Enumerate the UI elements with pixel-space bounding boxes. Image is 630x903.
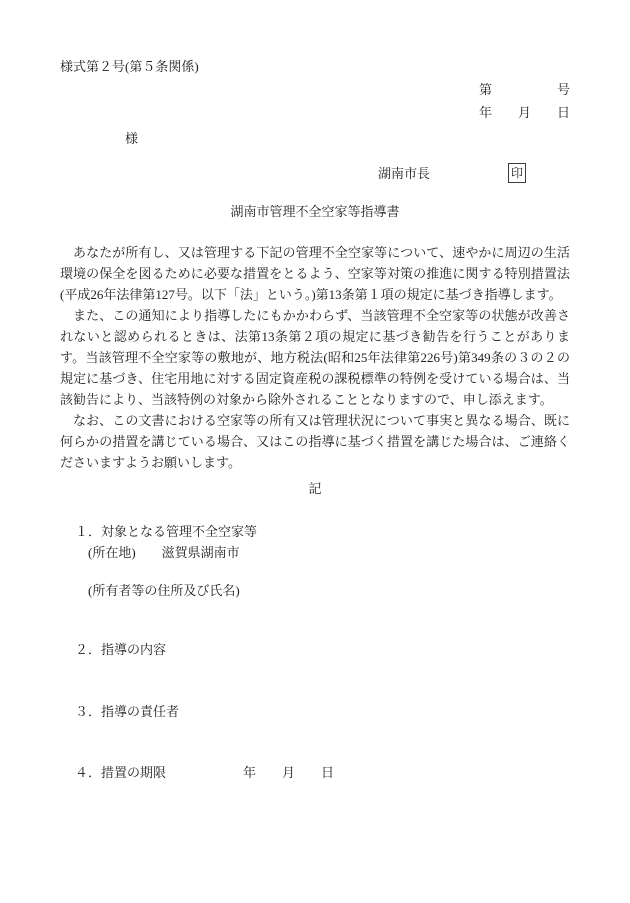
issuer-line (60, 161, 570, 185)
item-4-date-placeholder: 年 月 日 (243, 765, 335, 780)
item-3-heading: ３．指導の責任者 (75, 704, 180, 719)
document-body (60, 242, 570, 473)
body-paragraph-guidance: あなたが所有し、又は管理する下記の管理不全空家等について、速やかに周辺の生活環境の保全を図るために必要な措置をとるよう、空家等対策の推進に関する特別措置法(平成26年法律第127号。以下「法」という。)第13条第１項の規定に基づき指導します。 (60, 245, 570, 302)
issuer-name: 湖南市長 (378, 165, 431, 181)
ki-marker: 記 (308, 481, 322, 496)
seal-stamp: 印 (508, 163, 526, 183)
form-number: 様式第２号(第５条関係) (60, 59, 199, 74)
item-1-owner-label: (所有者等の住所及び氏名) (88, 583, 240, 598)
document-number-line: 第 号 (478, 82, 570, 97)
addressee-honorific: 様 (125, 131, 139, 146)
item-4-heading: ４．措置の期限 (75, 765, 167, 780)
list-item-responsible-person (60, 701, 570, 722)
item-1-location: (所在地) 滋賀県湖南市 (88, 545, 240, 560)
list-item-guidance-content (60, 639, 570, 660)
list-item-deadline (60, 762, 570, 783)
itemized-list (60, 521, 570, 783)
body-paragraph-advisory-warning: また、この通知により指導したにもかかわらず、当該管理不全空家等の状態が改善されないと認められるときは、法第13条第２項の規定に基づき勧告を行うことがあります。当該管理不全空家等の敷地が、地方税法(昭和25年法律第226号)第349条の３の２の規定に基づき、住宅用地に対する固定資産税の課税標準の特例を受けている場合は、当該勧告により、当該特例の対象から除外されることとなりますので、申し添えます。 (60, 308, 570, 407)
list-item-target-house (60, 521, 570, 601)
date-line: 年 月 日 (478, 105, 570, 120)
body-paragraph-contact-request: なお、この文書における空家等の所有又は管理状況について事実と異なる場合、既に何らかの措置を講じている場合、又はこの指導に基づく措置を講じた場合は、ご連絡くださいますようお願いします。 (60, 413, 570, 470)
item-1-heading: １．対象となる管理不全空家等 (75, 524, 258, 539)
document-title: 湖南市管理不全空家等指導書 (230, 204, 400, 219)
item-2-heading: ２．指導の内容 (75, 642, 167, 657)
